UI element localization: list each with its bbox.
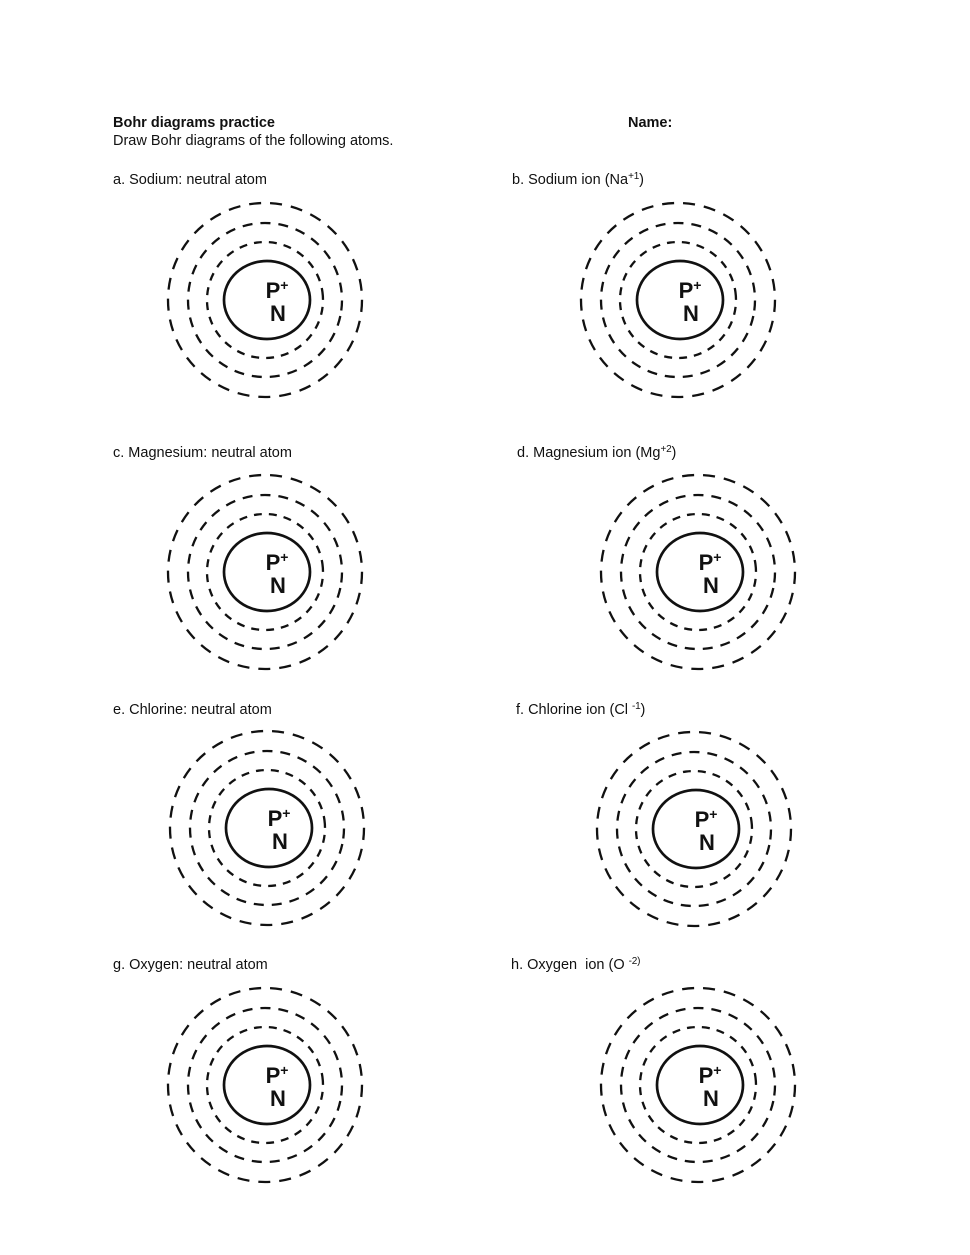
problem-label-b <box>512 169 644 188</box>
problem-label-c <box>113 442 292 461</box>
ion-charge-superscript: +1 <box>628 171 640 182</box>
bohr-diagram-b <box>573 195 783 405</box>
ion-charge-superscript: -1 <box>632 701 641 712</box>
worksheet-title: Bohr diagrams practice <box>113 115 275 131</box>
ion-charge-superscript: +2 <box>660 444 672 455</box>
problem-label-f <box>516 699 645 718</box>
bohr-diagram-e <box>162 723 372 933</box>
ion-charge-superscript: -2) <box>628 956 641 967</box>
bohr-diagram-h <box>593 980 803 1190</box>
problem-text-suffix: ) <box>639 172 644 188</box>
problem-text: g. Oxygen: neutral atom <box>113 957 268 973</box>
bohr-diagram-c <box>160 467 370 677</box>
problem-text-suffix: ) <box>671 445 677 461</box>
problem-text: d. Magnesium ion (Mg <box>517 445 661 461</box>
name-label: Name: <box>628 115 673 131</box>
problem-text: c. Magnesium: neutral atom <box>113 445 292 461</box>
problem-text: e. Chlorine: neutral atom <box>113 702 272 718</box>
problem-label-g <box>113 954 268 973</box>
problem-label-e <box>113 699 272 718</box>
problem-label-h <box>511 954 640 973</box>
problem-text: a. Sodium: neutral atom <box>113 172 267 188</box>
problem-text: b. Sodium ion (Na <box>512 172 629 188</box>
problem-label-a <box>113 169 267 188</box>
problem-label-d <box>517 442 676 461</box>
problem-text: f. Chlorine ion (Cl <box>516 702 633 718</box>
bohr-diagram-f <box>589 724 799 934</box>
problem-text: h. Oxygen ion (O <box>511 957 629 973</box>
bohr-diagram-d <box>593 467 803 677</box>
worksheet-instructions: Draw Bohr diagrams of the following atoms. <box>113 133 394 149</box>
problem-text-suffix: ) <box>640 702 646 718</box>
bohr-diagram-g <box>160 980 370 1190</box>
bohr-diagram-a <box>160 195 370 405</box>
